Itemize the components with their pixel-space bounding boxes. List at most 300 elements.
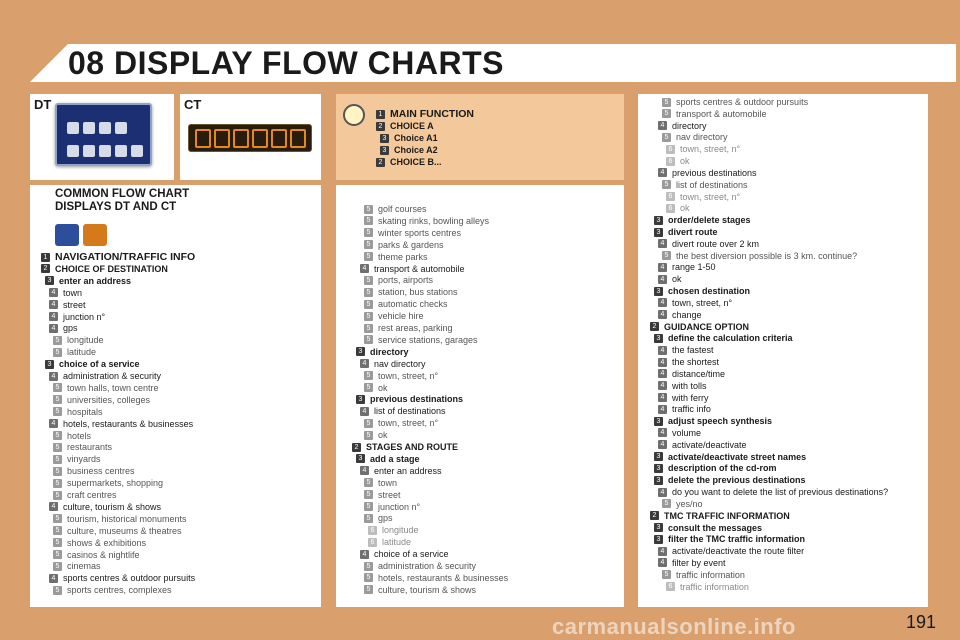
flow-item xyxy=(53,525,182,537)
flow-item-label: directory xyxy=(672,120,707,131)
flow-item-label: cinemas xyxy=(67,561,101,572)
level-badge: 4 xyxy=(658,393,667,402)
flow-item-label: chosen destination xyxy=(668,286,751,297)
flow-item-label: range 1-50 xyxy=(672,262,716,273)
flow-item xyxy=(49,322,78,334)
level-badge: 3 xyxy=(654,216,663,225)
flow-item-label: craft centres xyxy=(67,490,117,500)
flow-item-label: delete the previous destinations xyxy=(668,475,806,486)
flow-item xyxy=(662,108,767,120)
media-icon xyxy=(115,122,127,134)
flow-item xyxy=(658,557,726,569)
level-badge: 5 xyxy=(53,383,62,392)
level-badge: 2 xyxy=(650,322,659,331)
settings-icon xyxy=(290,129,306,148)
level-badge: 2 xyxy=(650,511,659,520)
flow-item-label: junction n° xyxy=(63,311,106,322)
level-badge: 6 xyxy=(666,192,675,201)
flow-item-label: choice of a service xyxy=(374,549,449,560)
level-badge: 3 xyxy=(654,464,663,473)
level-badge: 5 xyxy=(364,335,373,344)
flow-item xyxy=(658,392,709,404)
level-badge: 5 xyxy=(53,407,62,416)
flow-item-label: theme parks xyxy=(378,251,428,262)
flow-item xyxy=(364,370,438,382)
flow-item xyxy=(53,334,104,346)
flow-item xyxy=(49,572,195,584)
flow-item xyxy=(360,263,465,275)
flow-item xyxy=(41,263,168,275)
flow-item-label: transport & automobile xyxy=(374,263,465,274)
flow-item xyxy=(364,417,438,429)
flow-item-label: ok xyxy=(378,430,388,441)
level-badge: 5 xyxy=(53,336,62,345)
flow-item-label: culture, tourism & shows xyxy=(378,584,477,595)
flow-item xyxy=(53,465,135,477)
flow-item-label: ok xyxy=(378,382,388,393)
settings-icon xyxy=(83,145,95,157)
flow-item-label: TMC TRAFFIC INFORMATION xyxy=(664,510,790,521)
flow-item xyxy=(658,273,682,285)
flow-item-label: do you want to delete the list of previous destinations? xyxy=(672,487,889,498)
level-badge: 5 xyxy=(364,205,373,214)
flow-item-label: shows & exhibitions xyxy=(67,537,147,548)
flow-item xyxy=(658,297,732,309)
traffic-icon xyxy=(67,145,79,157)
level-badge: 3 xyxy=(356,347,365,356)
flow-item xyxy=(658,368,725,380)
light-bulb-icon xyxy=(343,104,365,126)
flow-item-label: street xyxy=(63,299,86,310)
level-badge: 5 xyxy=(53,491,62,500)
traffic-icon xyxy=(83,224,107,246)
flow-item-label: activate/deactivate street names xyxy=(668,451,807,462)
flow-item-label: skating rinks, bowling alleys xyxy=(378,215,490,226)
flow-item xyxy=(53,513,187,525)
legend-item xyxy=(376,156,442,168)
flow-item xyxy=(658,261,716,273)
flow-item xyxy=(45,275,131,287)
level-badge: 4 xyxy=(658,346,667,355)
flow-item xyxy=(49,299,86,311)
level-badge: 5 xyxy=(364,562,373,571)
level-badge: 5 xyxy=(364,431,373,440)
flow-item-label: yes/no xyxy=(676,498,703,509)
flow-item xyxy=(364,298,448,310)
flow-item xyxy=(360,465,442,477)
level-badge: 3 xyxy=(356,395,365,404)
level-badge: 5 xyxy=(364,478,373,487)
level-badge: 5 xyxy=(364,514,373,523)
flow-item xyxy=(360,405,446,417)
level-badge: 5 xyxy=(53,395,62,404)
flow-item-label: town halls, town centre xyxy=(67,382,159,393)
flow-item xyxy=(658,356,719,368)
flow-item-label: adjust speech synthesis xyxy=(668,416,773,427)
level-badge: 5 xyxy=(364,324,373,333)
flow-item-label: STAGES AND ROUTE xyxy=(366,442,459,452)
flow-item-label: town xyxy=(378,477,398,488)
flow-item xyxy=(658,427,701,439)
level-badge: 5 xyxy=(364,383,373,392)
flow-item-label: enter an address xyxy=(374,465,442,476)
level-badge: 5 xyxy=(53,526,62,535)
flow-item-label: list of destinations xyxy=(374,406,446,417)
flow-item-label: Choice A1 xyxy=(394,133,438,143)
flow-item xyxy=(364,227,461,239)
legend-item xyxy=(380,144,438,156)
flow-item-label: longitude xyxy=(67,335,104,346)
flow-item xyxy=(356,453,420,465)
flow-item-label: vehicle hire xyxy=(378,311,424,322)
level-badge: 4 xyxy=(360,550,369,559)
level-badge: 4 xyxy=(658,381,667,390)
flow-item-label: divert route xyxy=(668,227,718,238)
flow-item-label: town, street, n° xyxy=(680,144,741,155)
level-badge: 3 xyxy=(654,228,663,237)
level-badge: 3 xyxy=(654,452,663,461)
flow-item-label: traffic info xyxy=(672,404,711,415)
flow-item xyxy=(658,167,757,179)
level-badge: 4 xyxy=(360,359,369,368)
flow-item-label: sports centres, complexes xyxy=(67,585,172,596)
flow-item xyxy=(662,569,745,581)
flow-item-label: culture, museums & theatres xyxy=(67,525,182,536)
level-badge: 4 xyxy=(49,502,58,511)
level-badge: 5 xyxy=(53,431,62,440)
level-badge: 4 xyxy=(658,239,667,248)
level-badge: 5 xyxy=(53,467,62,476)
level-badge: 3 xyxy=(380,146,389,155)
flow-item-label: with ferry xyxy=(672,392,709,403)
flow-item xyxy=(650,321,749,333)
flow-item xyxy=(364,572,508,584)
flow-item xyxy=(53,453,101,465)
flow-item-label: consult the messages xyxy=(668,522,763,533)
flow-item-label: choice of a service xyxy=(59,359,140,370)
flow-item-label: latitude xyxy=(382,537,412,548)
flow-item-label: previous destinations xyxy=(672,167,757,178)
flow-item xyxy=(364,501,420,513)
radio-icon xyxy=(233,129,249,148)
level-badge: 3 xyxy=(654,476,663,485)
level-badge: 5 xyxy=(662,133,671,142)
level-badge: 4 xyxy=(658,298,667,307)
level-badge: 5 xyxy=(53,455,62,464)
level-badge: 5 xyxy=(364,573,373,582)
flow-item-label: sports centres & outdoor pursuits xyxy=(676,97,809,107)
flow-item xyxy=(53,560,101,572)
level-badge: 4 xyxy=(658,358,667,367)
flow-item xyxy=(53,406,103,418)
flow-item-label: sports centres & outdoor pursuits xyxy=(63,573,196,584)
flow-item xyxy=(368,536,411,548)
level-badge: 3 xyxy=(45,276,54,285)
flow-item-label: vinyards xyxy=(67,454,101,465)
flow-item xyxy=(41,251,195,263)
flow-item xyxy=(53,441,112,453)
flow-item-label: define the calculation criteria xyxy=(668,333,793,344)
flow-item-label: town, street, n° xyxy=(680,191,741,202)
flow-item xyxy=(53,346,96,358)
flow-item-label: business centres xyxy=(67,466,135,477)
flow-item xyxy=(364,477,397,489)
flow-item xyxy=(364,382,388,394)
flow-item xyxy=(360,358,426,370)
directory-icon xyxy=(99,145,111,157)
flow-item xyxy=(666,155,690,167)
level-badge: 4 xyxy=(49,419,58,428)
flow-item xyxy=(364,489,401,501)
flow-item-label: the shortest xyxy=(672,357,720,368)
flow-item xyxy=(45,358,140,370)
flow-item-label: administration & security xyxy=(63,371,162,381)
flow-item-label: NAVIGATION/TRAFFIC INFO xyxy=(55,251,196,263)
flow-item-label: hotels, restaurants & businesses xyxy=(63,418,194,429)
flow-item-label: ok xyxy=(680,156,690,167)
level-badge: 5 xyxy=(364,228,373,237)
flow-item xyxy=(53,549,140,561)
level-badge: 5 xyxy=(662,109,671,118)
flow-item-label: restaurants xyxy=(67,442,113,453)
level-badge: 5 xyxy=(364,419,373,428)
flow-item xyxy=(666,143,740,155)
flow-item-label: culture, tourism & shows xyxy=(63,501,162,512)
phone-icon xyxy=(83,122,95,134)
level-badge: 5 xyxy=(53,562,62,571)
flow-item-label: MAIN FUNCTION xyxy=(390,108,474,120)
level-badge: 2 xyxy=(41,264,50,273)
level-badge: 6 xyxy=(666,157,675,166)
flow-item-label: ok xyxy=(672,274,682,285)
flow-item-label: the fastest xyxy=(672,345,714,356)
flow-item xyxy=(666,202,690,214)
flow-item-label: universities, colleges xyxy=(67,394,151,405)
flow-item xyxy=(666,191,740,203)
flow-item xyxy=(49,501,161,513)
flow-item xyxy=(352,441,458,453)
level-badge: 4 xyxy=(658,440,667,449)
flow-item xyxy=(49,311,105,323)
watermark: carmanualsonline.info xyxy=(552,614,796,639)
level-badge: 5 xyxy=(53,443,62,452)
flow-item xyxy=(654,522,762,534)
flow-item-label: traffic information xyxy=(680,581,749,592)
flow-item xyxy=(658,309,702,321)
flow-item xyxy=(658,380,707,392)
traffic-icon xyxy=(214,129,230,148)
level-badge: 3 xyxy=(654,523,663,532)
flow-item-label: with tolls xyxy=(672,380,707,391)
flow-item-label: traffic information xyxy=(676,569,745,580)
flow-item-label: junction n° xyxy=(378,501,421,512)
level-badge: 5 xyxy=(53,514,62,523)
flow-item-label: CHOICE OF DESTINATION xyxy=(55,263,168,274)
page-number: 191 xyxy=(906,612,937,632)
flow-item-label: tourism, historical monuments xyxy=(67,513,187,524)
flow-item-label: description of the cd-rom xyxy=(668,463,777,474)
flow-item-label: parks & gardens xyxy=(378,239,444,250)
flow-item xyxy=(53,477,163,489)
flow-item xyxy=(356,346,409,358)
common-flow-chart-title xyxy=(55,188,189,214)
flow-item-label: nav directory xyxy=(374,358,426,369)
flow-item-label: casinos & nightlife xyxy=(67,549,140,560)
flow-item-label: previous destinations xyxy=(370,394,464,405)
media-icon xyxy=(271,129,287,148)
navigation-icon xyxy=(55,224,79,246)
flow-item-label: service stations, garages xyxy=(378,334,478,345)
flow-item xyxy=(364,203,427,215)
flow-item xyxy=(364,334,478,346)
level-badge: 4 xyxy=(658,275,667,284)
flow-item xyxy=(53,430,91,442)
dt-screen-image xyxy=(55,103,152,166)
flow-item xyxy=(364,239,444,251)
flow-item-label: divert route over 2 km xyxy=(672,238,760,249)
level-badge: 3 xyxy=(654,417,663,426)
flow-item xyxy=(364,322,453,334)
page-title: 08 DISPLAY FLOW CHARTS xyxy=(68,45,504,81)
flow-item xyxy=(364,512,393,524)
level-badge: 1 xyxy=(376,110,385,119)
level-badge: 4 xyxy=(360,264,369,273)
level-badge: 3 xyxy=(356,454,365,463)
flow-item xyxy=(53,584,172,596)
level-badge: 5 xyxy=(53,479,62,488)
flow-item-label: GUIDANCE OPTION xyxy=(664,321,750,332)
flow-item-label: add a stage xyxy=(370,453,420,464)
ct-label: CT xyxy=(184,97,202,112)
flow-item-label: directory xyxy=(370,346,409,357)
level-badge: 4 xyxy=(658,488,667,497)
flow-item xyxy=(364,310,424,322)
flow-item xyxy=(654,214,751,226)
phone-icon xyxy=(252,129,268,148)
flow-item xyxy=(654,451,806,463)
level-badge: 4 xyxy=(658,547,667,556)
flow-item-label: filter by event xyxy=(672,557,726,568)
level-badge: 6 xyxy=(666,582,675,591)
level-badge: 5 xyxy=(662,180,671,189)
flow-item-label: hospitals xyxy=(67,406,103,417)
flow-item xyxy=(53,537,146,549)
flow-item xyxy=(53,394,150,406)
level-badge: 5 xyxy=(364,490,373,499)
flow-item-label: ports, airports xyxy=(378,275,434,286)
level-badge: 4 xyxy=(658,263,667,272)
level-badge: 5 xyxy=(364,300,373,309)
level-badge: 5 xyxy=(364,502,373,511)
legend-item xyxy=(380,132,438,144)
navigation-icon xyxy=(67,122,79,134)
ct-screen-image xyxy=(188,124,312,152)
flow-item xyxy=(368,524,419,536)
flow-item-label: hotels, restaurants & businesses xyxy=(378,572,509,583)
flow-item-label: filter the TMC traffic information xyxy=(668,534,805,545)
flow-item xyxy=(658,545,804,557)
flow-item-label: town, street, n° xyxy=(672,297,733,308)
level-badge: 1 xyxy=(41,253,50,262)
flow-item-label: town xyxy=(63,287,83,298)
flow-item-label: station, bus stations xyxy=(378,287,458,298)
flow-item xyxy=(654,474,806,486)
level-badge: 4 xyxy=(49,324,58,333)
flow-item-label: supermarkets, shopping xyxy=(67,478,164,489)
radio-icon xyxy=(99,122,111,134)
flow-item-label: gps xyxy=(63,323,78,334)
flow-item-label: longitude xyxy=(382,525,419,536)
level-badge: 6 xyxy=(368,538,377,547)
flow-item xyxy=(654,226,718,238)
flow-item xyxy=(658,344,714,356)
level-badge: 5 xyxy=(662,98,671,107)
legend-item xyxy=(376,108,474,120)
level-badge: 5 xyxy=(662,499,671,508)
flow-item-label: nav directory xyxy=(676,132,728,143)
level-badge: 5 xyxy=(364,585,373,594)
flow-item xyxy=(658,486,888,498)
flow-item xyxy=(654,415,772,427)
level-badge: 6 xyxy=(666,204,675,213)
flow-item-label: order/delete stages xyxy=(668,215,751,226)
level-badge: 5 xyxy=(662,570,671,579)
level-badge: 5 xyxy=(364,371,373,380)
level-badge: 5 xyxy=(364,216,373,225)
level-badge: 2 xyxy=(376,158,385,167)
flow-item-label: street xyxy=(378,489,401,500)
flow-item xyxy=(666,581,749,593)
flow-item-label: automatic checks xyxy=(378,299,448,310)
flow-item-label: town, street, n° xyxy=(378,370,439,381)
flow-item xyxy=(364,584,476,596)
flow-item-label: distance/time xyxy=(672,368,726,379)
flow-item xyxy=(658,238,759,250)
level-badge: 5 xyxy=(53,348,62,357)
music-icon xyxy=(115,145,127,157)
level-badge: 4 xyxy=(658,428,667,437)
flow-item-label: rest areas, parking xyxy=(378,323,453,333)
navigation-icon xyxy=(195,129,211,148)
flow-item-label: town, street, n° xyxy=(378,418,439,429)
flow-item-label: the best diversion possible is 3 km. continue? xyxy=(676,250,858,261)
flow-item-label: change xyxy=(672,309,702,320)
flow-item-label: latitude xyxy=(67,347,97,358)
flow-item-label: activate/deactivate xyxy=(672,439,747,450)
flow-item xyxy=(658,403,711,415)
level-badge: 2 xyxy=(352,443,361,452)
level-badge: 5 xyxy=(53,538,62,547)
level-badge: 2 xyxy=(376,122,385,131)
flow-item xyxy=(662,96,808,108)
flow-item-label: CHOICE B... xyxy=(390,157,442,167)
level-badge: 4 xyxy=(658,121,667,130)
flow-item xyxy=(364,215,489,227)
flow-item xyxy=(53,382,159,394)
flow-item xyxy=(654,462,777,474)
level-badge: 6 xyxy=(666,145,675,154)
flow-item xyxy=(654,285,750,297)
level-badge: 4 xyxy=(360,466,369,475)
level-badge: 4 xyxy=(49,300,58,309)
flow-item xyxy=(654,332,793,344)
level-badge: 4 xyxy=(658,369,667,378)
flow-item xyxy=(356,393,463,405)
level-badge: 5 xyxy=(364,240,373,249)
level-badge: 4 xyxy=(360,407,369,416)
flow-item-label: CHOICE A xyxy=(390,121,434,131)
level-badge: 4 xyxy=(658,405,667,414)
